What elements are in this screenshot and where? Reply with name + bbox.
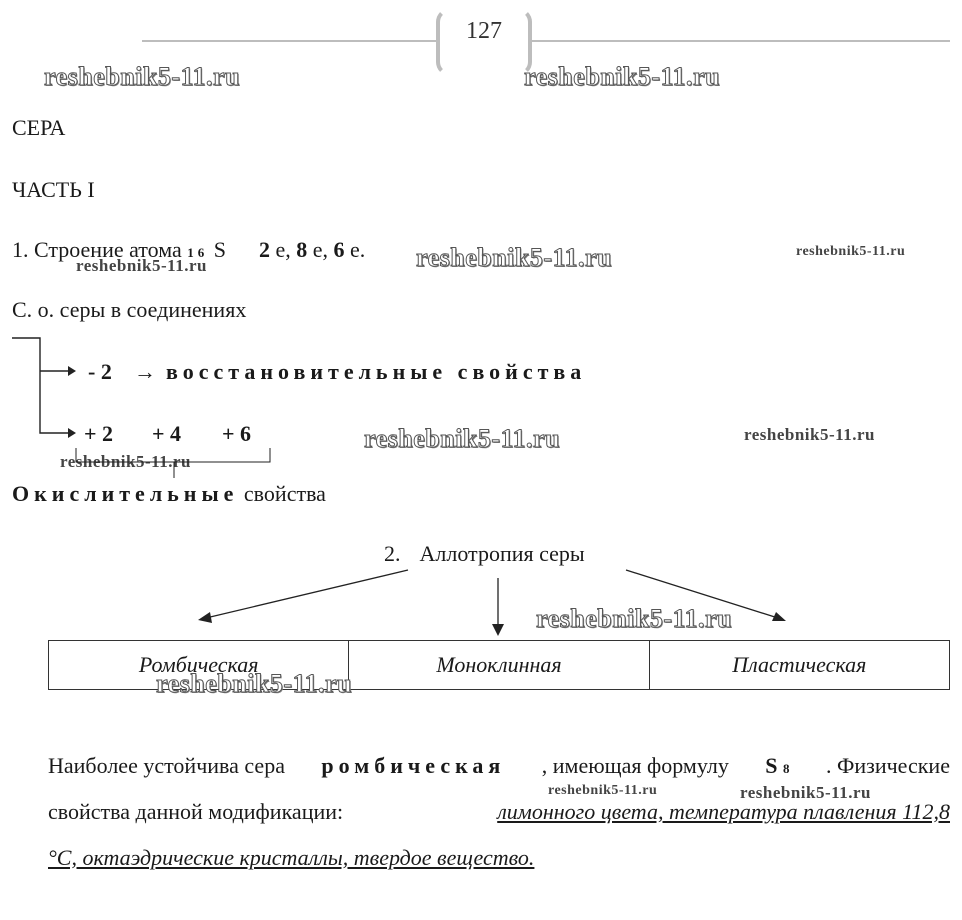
page-number: 127 bbox=[466, 18, 502, 44]
form-rhombic: Ромбическая bbox=[49, 641, 349, 690]
watermark: reshebnik5-11.ru bbox=[416, 243, 613, 272]
electron-unit: е bbox=[312, 237, 323, 262]
form-plastic: Пластическая bbox=[649, 641, 949, 690]
properties-word: свойства bbox=[243, 481, 326, 506]
oxidation-heading: С. о. серы в соединениях bbox=[12, 297, 247, 322]
paragraph-line-1 bbox=[48, 753, 950, 779]
formula bbox=[765, 753, 789, 779]
watermark: reshebnik5-11.ru bbox=[76, 256, 207, 275]
part-heading: ЧАСТЬ I bbox=[12, 177, 95, 202]
oxidation-negative: - 2 bbox=[88, 359, 112, 384]
watermark: reshebnik5-11.ru bbox=[156, 669, 353, 698]
rhombic-answer: ромбическая bbox=[321, 753, 506, 778]
paragraph-text: свойства данной модификации: bbox=[48, 799, 344, 824]
formula-symbol: S bbox=[765, 753, 778, 778]
paragraph-text: Наиболее устойчива сера bbox=[48, 753, 285, 778]
oxidation-positive-1: + 2 bbox=[84, 421, 114, 446]
oxidizing-label: Окислительные bbox=[12, 481, 239, 506]
watermark: reshebnik5-11.ru bbox=[524, 62, 721, 91]
shell-2-count: 8 bbox=[296, 237, 308, 262]
electron-unit: е bbox=[350, 237, 360, 262]
allotropy-title: Аллотропия серы bbox=[419, 541, 585, 566]
oxidation-positive-3: + 6 bbox=[222, 421, 252, 446]
watermark: reshebnik5-11.ru bbox=[796, 244, 906, 259]
reducing-properties-label: восстановительные свойства bbox=[166, 359, 587, 384]
physical-properties-answer: лимонного цвета, температура плавления 112,8 bbox=[497, 799, 950, 824]
watermark: reshebnik5-11.ru bbox=[740, 783, 871, 802]
atom-prefix: 1. Строение атома bbox=[12, 237, 182, 262]
allotropy-number: 2. bbox=[384, 541, 401, 566]
shell-1-count: 2 bbox=[259, 237, 270, 262]
shell-3-count: 6 bbox=[333, 237, 345, 262]
paragraph-text: , имеющая формулу bbox=[541, 753, 729, 778]
watermark: reshebnik5-11.ru bbox=[548, 783, 658, 798]
paragraph-line-2 bbox=[48, 799, 950, 825]
atom-nucleus: 16 bbox=[187, 245, 209, 260]
atom-structure-line: 1. Строение атома 16 S 2 е, 8 е, 6 е. bbox=[12, 237, 366, 262]
watermark: reshebnik5-11.ru bbox=[744, 425, 875, 444]
oxidation-positive-2: + 4 bbox=[152, 421, 182, 446]
paragraph-text: . Физические bbox=[825, 753, 950, 778]
electron-unit: е bbox=[275, 237, 286, 262]
atom-symbol: S bbox=[213, 237, 226, 262]
watermark: reshebnik5-11.ru bbox=[60, 452, 191, 471]
watermark: reshebnik5-11.ru bbox=[44, 62, 241, 91]
physical-properties-answer-cont: °С, октаэдрические кристаллы, твердое вещество. bbox=[48, 845, 535, 870]
formula-subscript: 8 bbox=[783, 761, 790, 776]
watermark: reshebnik5-11.ru bbox=[536, 604, 733, 633]
watermark: reshebnik5-11.ru bbox=[364, 424, 561, 453]
section-title: СЕРА bbox=[12, 115, 66, 140]
form-monoclinic: Моноклинная bbox=[349, 641, 649, 690]
arrow-icon: → bbox=[134, 359, 156, 384]
